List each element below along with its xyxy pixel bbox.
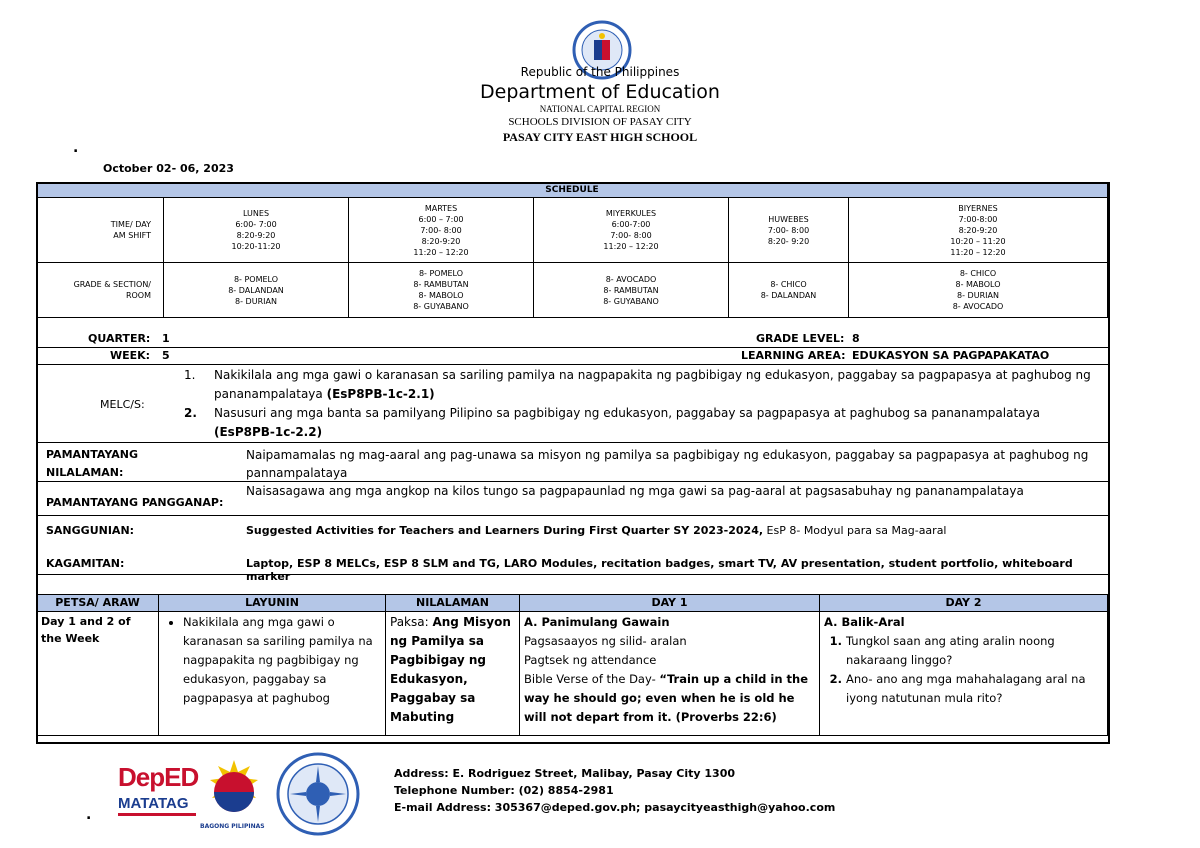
week-label: WEEK: [110, 349, 151, 362]
sanggunian-row [36, 524, 1108, 540]
layunin-cell [159, 612, 386, 736]
deped-matatag-logo [118, 762, 198, 832]
section: 8- AVOCADO [952, 302, 1004, 311]
layunin-header: LAYUNIN [159, 595, 386, 612]
day-name: MIYERKULES [605, 209, 657, 218]
grade-section-label [37, 263, 164, 318]
time-slot: 6:00-7:00 [611, 220, 651, 229]
melc-list [184, 366, 1104, 442]
pamantayang-nilalaman-label [46, 446, 138, 482]
section: 8- DALANDAN [760, 291, 817, 300]
day1-line: Pagtsek ng attendance [524, 653, 657, 667]
school-telephone: Telephone Number: (02) 8854-2981 [394, 784, 614, 797]
section: 8- MABOLO [955, 280, 1001, 289]
melc1-text: Nakikilala ang mga gawi o karanasan sa sariling pamilya na nagpapakita ng pagbibigay ng edukasyon, paggabay sa pagpapasya at paghubog ng pananampalataya [214, 368, 1091, 401]
matatag-text: MATATAG [118, 795, 189, 812]
sanggunian-rest: EsP 8- Modyul para sa Mag-aaral [763, 524, 947, 537]
layunin-list [163, 613, 381, 708]
divider [36, 364, 1108, 365]
melc2-text: Nasusuri ang mga banta sa pamilyang Pilipino sa pagbibigay ng edukasyon, paggabay sa pagpapasya at paghubog sa pananampalataya [214, 406, 1040, 420]
matatag-underline [118, 813, 196, 816]
layunin-item: • Nakikilala ang mga gawi o karanasan sa sariling pamilya na nagpapakita ng pagbibigay ng edukasyon, paggabay sa pagpapasya at paghubog [183, 613, 381, 708]
week-row [36, 349, 1108, 363]
school-email: E-mail Address: 305367@deped.gov.ph; pasaycityeasthigh@yahoo.com [394, 801, 836, 814]
melc-number: 1. [184, 368, 196, 382]
section: 8- RAMBUTAN [413, 280, 469, 289]
petsa-header: PETSA/ ARAW [37, 595, 159, 612]
day1-title: A. Panimulang Gawain [524, 615, 670, 629]
day-name: HUWEBES [768, 214, 809, 224]
grade-label-line: GRADE & SECTION/ [73, 280, 151, 289]
quarter-row [36, 332, 1108, 346]
martes-sections [349, 263, 534, 318]
melc-item-2 [184, 404, 1104, 442]
school-address: Address: E. Rodriguez Street, Malibay, Pasay City 1300 [394, 767, 736, 780]
quarter-label: QUARTER: [88, 332, 151, 345]
petsa-cell: Day 1 and 2 of the Week [37, 612, 159, 736]
day2-item-text: Ano- ano ang mga mahahalagang aral na iyong natutunan mula rito? [846, 672, 1086, 705]
time-slot: 6:00 – 7:00 [418, 214, 464, 224]
day2-item [846, 670, 1103, 708]
melc-number: 2. [184, 406, 197, 420]
section: 8- MABOLO [418, 291, 464, 300]
day2-header: DAY 2 [820, 595, 1108, 612]
day-name: MARTES [424, 203, 458, 213]
section: 8- GUYABANO [413, 302, 469, 311]
pamantayang-pagganap-row [36, 484, 1108, 514]
schedule-table [36, 182, 1108, 318]
lunes-times [164, 198, 349, 263]
paksa-label: Paksa: [390, 615, 433, 629]
melc2-code: (EsP8PB-1c-2.2) [214, 425, 323, 439]
day-name: BIYERNES [958, 203, 998, 213]
grade-level-label: GRADE LEVEL: [756, 332, 845, 345]
biyernes-times [849, 198, 1108, 263]
grade-level-value: 8 [852, 332, 860, 345]
pamantayang-pagganap-label: PAMANTAYANG PANGGANAP: [46, 496, 224, 509]
time-slot: 6:00- 7:00 [235, 220, 277, 229]
bible-text: “Train up a child in the way he should go; even when he is old he will not depart from it. (Proverbs 22:6) [524, 672, 809, 724]
miyerkules-sections [534, 263, 729, 318]
section: 8- GUYABANO [603, 296, 659, 306]
header-dot: . [73, 140, 79, 156]
melc-label: MELC/S: [100, 398, 145, 411]
schedule-title: SCHEDULE [37, 183, 1108, 198]
time-label-line: TIME/ DAY [110, 220, 151, 229]
time-slot: 8:20-9:20 [421, 236, 461, 246]
time-slot: 8:20- 9:20 [767, 236, 810, 246]
section: 8- DURIAN [235, 296, 277, 306]
kagamitan-row [36, 557, 1108, 583]
section: 8- POMELO [233, 274, 279, 284]
label-line: NILALAMAN: [46, 466, 124, 479]
bagong-pilipinas-text: BAGONG PILIPINAS [200, 823, 265, 830]
division-text: SCHOOLS DIVISION OF PASAY CITY [508, 116, 692, 128]
footer-dot: . [86, 807, 92, 823]
melc-text [214, 404, 1104, 442]
miyerkules-times [534, 198, 729, 263]
week-value: 5 [162, 349, 170, 362]
day2-item-text: Tungkol saan ang ating aralin noong nakaraang linggo? [846, 634, 1055, 667]
region-text: NATIONAL CAPITAL REGION [539, 104, 661, 114]
melc-row [36, 366, 1108, 442]
melc-item-1 [184, 366, 1104, 404]
lunes-sections [164, 263, 349, 318]
huwebes-times [729, 198, 849, 263]
huwebes-sections [729, 263, 849, 318]
melc-text [214, 366, 1104, 404]
day1-header: DAY 1 [520, 595, 820, 612]
time-day-label [37, 198, 164, 263]
time-slot: 8:20-9:20 [958, 225, 998, 235]
time-slot: 8:20-9:20 [236, 231, 276, 240]
day-name: LUNES [242, 209, 270, 218]
time-slot: 11:20 – 12:20 [413, 247, 469, 257]
day2-cell [820, 612, 1108, 736]
bagong-pilipinas-logo-icon [202, 758, 266, 822]
divider [36, 515, 1108, 516]
school-name: PASAY CITY EAST HIGH SCHOOL [502, 130, 698, 144]
time-slot: 7:00- 8:00 [420, 225, 462, 235]
time-slot: 10:20-11:20 [231, 242, 281, 251]
time-slot: 7:00- 8:00 [767, 225, 810, 235]
sanggunian-label: SANGGUNIAN: [46, 524, 135, 537]
day2-item [846, 632, 1103, 670]
department-title: Department of Education [480, 81, 720, 103]
room-label-line: ROOM [125, 291, 151, 300]
nilalaman-cell [386, 612, 520, 736]
divider [36, 481, 1108, 482]
learning-area-value: EDUKASYON SA PAGPAPAKATAO [852, 349, 1050, 362]
republic-text: Republic of the Philippines [520, 65, 680, 79]
sanggunian-bold: Suggested Activities for Teachers and Learners During First Quarter SY 2023-2024, [246, 524, 764, 537]
time-slot: 7:00- 8:00 [610, 231, 652, 240]
time-slot: 11:20 – 12:20 [950, 247, 1006, 257]
pamantayang-nilalaman-row [36, 446, 1108, 482]
lesson-table [36, 594, 1108, 736]
kagamitan-label: KAGAMITAN: [46, 557, 125, 570]
deped-logo-text: DepED [118, 762, 199, 792]
time-slot: 10:20 – 11:20 [950, 236, 1006, 246]
divider [36, 442, 1108, 443]
school-seal-icon [276, 752, 360, 836]
section: 8- POMELO [418, 269, 464, 278]
section: 8- DURIAN [957, 291, 999, 300]
time-slot: 11:20 – 12:20 [603, 242, 659, 251]
time-slot: 7:00-8:00 [958, 214, 998, 224]
biyernes-sections [849, 263, 1108, 318]
bible-verse [524, 670, 815, 727]
pamantayang-nilalaman-text: Naipamamalas ng mag-aaral ang pag-unawa sa misyon ng pamilya sa pagbibigay ng edukasyon, paggabay sa pagpapasya at paghubog ng pannampalataya [246, 448, 1089, 480]
section: 8- AVOCADO [605, 274, 657, 284]
label-line: PAMANTAYANG [46, 448, 139, 461]
divider [36, 574, 1108, 575]
nilalaman-header: NILALAMAN [386, 595, 520, 612]
day2-title: A. Balik-Aral [824, 615, 905, 629]
section: 8- DALANDAN [228, 285, 284, 295]
kagamitan-text: Laptop, ESP 8 MELCs, ESP 8 SLM and TG, LARO Modules, recitation badges, smart TV, AV presentation, student portfolio, whiteboard marker [246, 557, 1073, 583]
shift-label-line: AM SHIFT [113, 231, 151, 240]
day1-cell [520, 612, 820, 736]
learning-area-label: LEARNING AREA: [741, 349, 846, 362]
bible-label: Bible Verse of the Day- [524, 672, 660, 686]
day2-list [824, 632, 1103, 708]
day1-line: Pagsasaayos ng silid- aralan [524, 634, 687, 648]
section: 8- CHICO [770, 280, 807, 289]
sanggunian-text [246, 524, 947, 537]
paksa-text: Ang Misyon ng Pamilya sa Pagbibigay ng Edukasyon, Paggabay sa Mabuting [390, 615, 511, 724]
divider [36, 347, 1108, 348]
date-range: October 02- 06, 2023 [103, 162, 234, 175]
melc1-code: (EsP8PB-1c-2.1) [326, 387, 435, 401]
martes-times [349, 198, 534, 263]
section: 8- CHICO [959, 269, 997, 278]
quarter-value: 1 [162, 332, 170, 345]
pamantayang-pagganap-text: Naisasagawa ang mga angkop na kilos tungo sa pagpapaunlad ng mga gawi sa pag-aaral at pagsasabuhay ng pananampalataya [246, 484, 1024, 498]
section: 8- RAMBUTAN [603, 285, 659, 295]
